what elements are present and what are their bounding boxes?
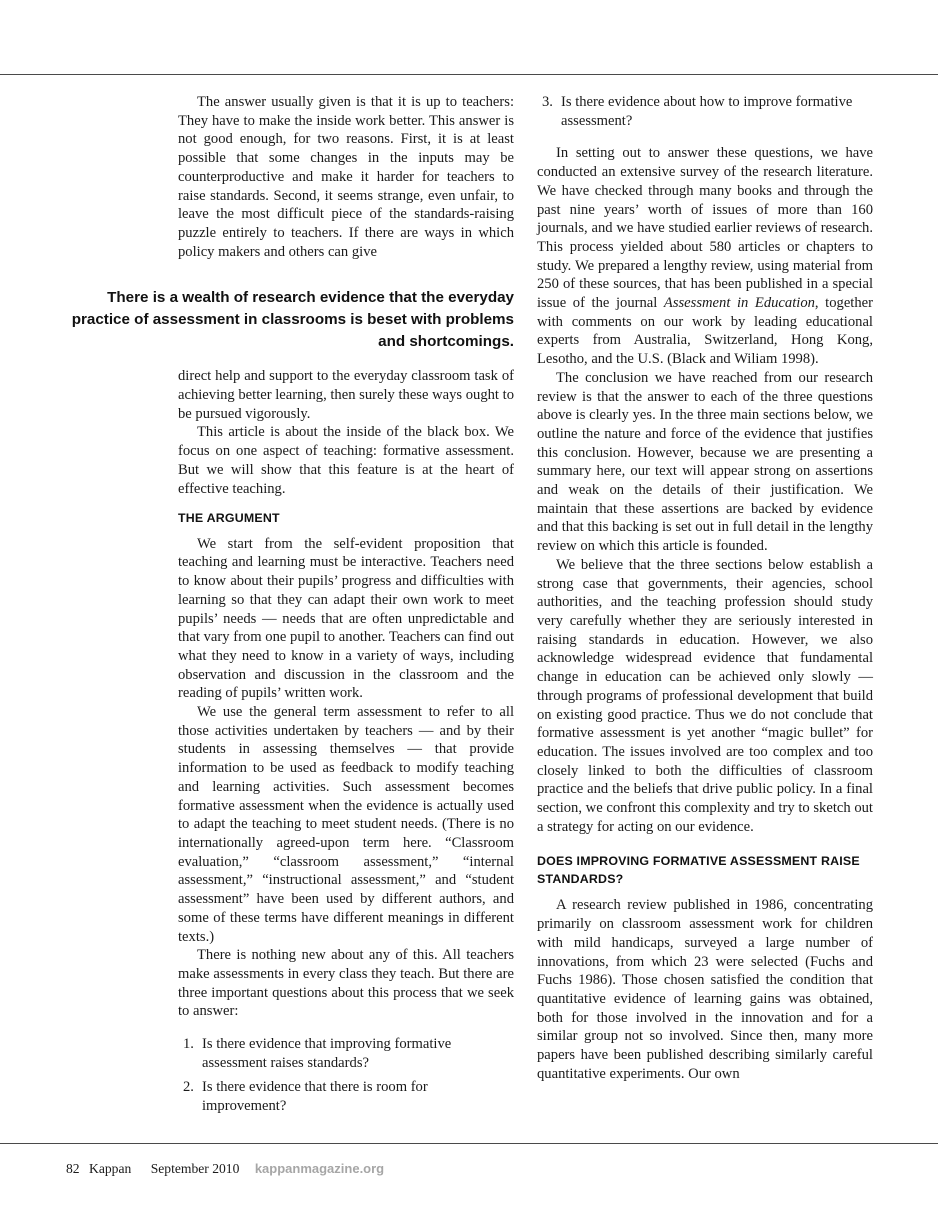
argument-paragraph-1: We start from the self-evident proposition that teaching and learning must be interactive. Teachers need to know about their pupils’ progress and difficulties with learning so that they can adapt their own work to meet pupils’ needs — needs that are often unpredictable and that vary from one pupil to another. Teachers can find out what they need to know in a variety of ways, including observation and discussion in the classroom and the reading of pupils’ written work. <box>178 535 514 702</box>
right-column <box>537 93 873 1083</box>
conclusion-paragraph: The conclusion we have reached from our research review is that the answer to each of the three questions above is clearly yes. In the three main sections below, we outline the nature and force of the evidence that justifies this conclusion. However, because we are presenting a summary here, our text will appear strong on assertions and weak on the details of their justification. We maintain that these assertions are backed by evidence and that this backing is set out in full detail in the lengthy review on which this article is founded. <box>537 369 873 555</box>
journal-title: Assessment in Education <box>663 295 815 312</box>
list-item-text: Is there evidence that improving formative assessment raises standards? <box>202 1036 452 1071</box>
intro-paragraph: The answer usually given is that it is up to teachers: They have to make the inside work better. This answer is not good enough, for two reasons. First, it is at least possible that some changes in the inputs may be counterproductive and make it harder for teachers to raise standards. Second, it seems strange, even unfair, to leave the most difficult piece of the standards-raising puzzle entirely to teachers. If there are ways in which policy makers and others can give <box>178 94 514 260</box>
question-list-right <box>537 93 873 130</box>
publication-name: Kappan <box>89 1161 132 1176</box>
list-item-number: 2. <box>183 1079 194 1096</box>
belief-paragraph: We believe that the three sections below establish a strong case that governments, their agencies, school authorities, and the teaching profession should study very carefully whether they are seriously interested in raising standards in education. However, we also acknowledge widespread evidence that fundamental change in education can be achieved only slowly — through programs of professional development that build on existing good practice. Thus we do not conclude that formative assessment is yet another “magic bullet” for education. The issues involved are too complex and too closely linked to both the difficulties of classroom practice and the beliefs that drive public policy. In a final section, we confront this complexity and try to sketch out a strategy for acting on our evidence. <box>537 556 873 835</box>
bottom-rule <box>0 1143 938 1144</box>
argument-paragraph-2: We use the general term assessment to refer to all those activities undertaken by teachers — and by their students in assessing themselves — that provide information to be used as feedback to modify teaching and learning activities. Such assessment becomes formative assessment when the evidence is actually used to adapt the teaching to meet student needs. (There is no internationally agreed-upon term here. “Classroom evaluation,” “classroom assessment,” “internal assessment,” “instructional assessment,” and “student assessment” have been used by different authors, and some of these terms have different meanings in different texts.) <box>178 704 514 945</box>
list-item-number: 1. <box>183 1036 194 1053</box>
website-link[interactable]: kappanmagazine.org <box>254 1161 385 1176</box>
list-item <box>178 1035 514 1072</box>
list-item-text: Is there evidence about how to improve formative assessment? <box>561 94 853 129</box>
list-item-number: 3. <box>542 94 553 110</box>
list-item <box>178 1078 514 1115</box>
survey-text-part-1: In setting out to answer these questions, we have conducted an extensive survey of the research literature. We have checked through many books and through the past nine years’ worth of issues of more than 160 journals, and we have studied earlier reviews of research. This process yielded about 580 articles or chapters to study. We prepared a lengthy review, using material from 250 of these sources, that has been published in a special issue of the journal <box>537 145 873 312</box>
page-footer <box>66 1161 384 1177</box>
page-number: 82 <box>66 1161 80 1176</box>
survey-text-part-2: , together with comments on our work by leading educational experts from Australia, Switzerland, Hong Kong, Lesotho, and the U.S. (Black and Wiliam 1998). <box>537 295 873 368</box>
question-list-left <box>178 1035 514 1116</box>
issue-date: September 2010 <box>150 1161 240 1176</box>
left-column <box>178 93 514 1116</box>
focus-paragraph: This article is about the inside of the black box. We focus on one aspect of teaching: formative assessment. But we will show that this feature is at the heart of effective teaching. <box>178 424 514 497</box>
list-item-text: Is there evidence that there is room for improvement? <box>202 1079 428 1115</box>
pull-quote: There is a wealth of research evidence that the everyday practice of assessment in classrooms is beset with problems and shortcomings. <box>71 289 514 350</box>
survey-paragraph <box>537 144 873 368</box>
list-item <box>537 93 873 130</box>
review-paragraph: A research review published in 1986, concentrating primarily on classroom assessment work for children with mild handicaps, surveyed a large number of innovations, from which 23 were selected (Fuchs and Fuchs 1986). Those chosen satisfied the condition that quantitative evidence of learning gains was obtained, both for those involved in the innovation and for a similar group not so involved. Since then, many more papers have been published describing similarly careful quantitative experiments. Our own <box>537 897 873 1082</box>
section-heading: DOES IMPROVING FORMATIVE ASSESSMENT RAISE STANDARDS? <box>537 854 860 886</box>
argument-heading: THE ARGUMENT <box>178 511 280 526</box>
continuation-paragraph: direct help and support to the everyday classroom task of achieving better learning, then surely these ways ought to be pursued vigorously. <box>178 368 514 422</box>
top-rule <box>0 74 938 75</box>
argument-paragraph-3: There is nothing new about any of this. All teachers make assessments in every class they teach. But there are three important questions about this process that we seek to answer: <box>178 947 514 1020</box>
